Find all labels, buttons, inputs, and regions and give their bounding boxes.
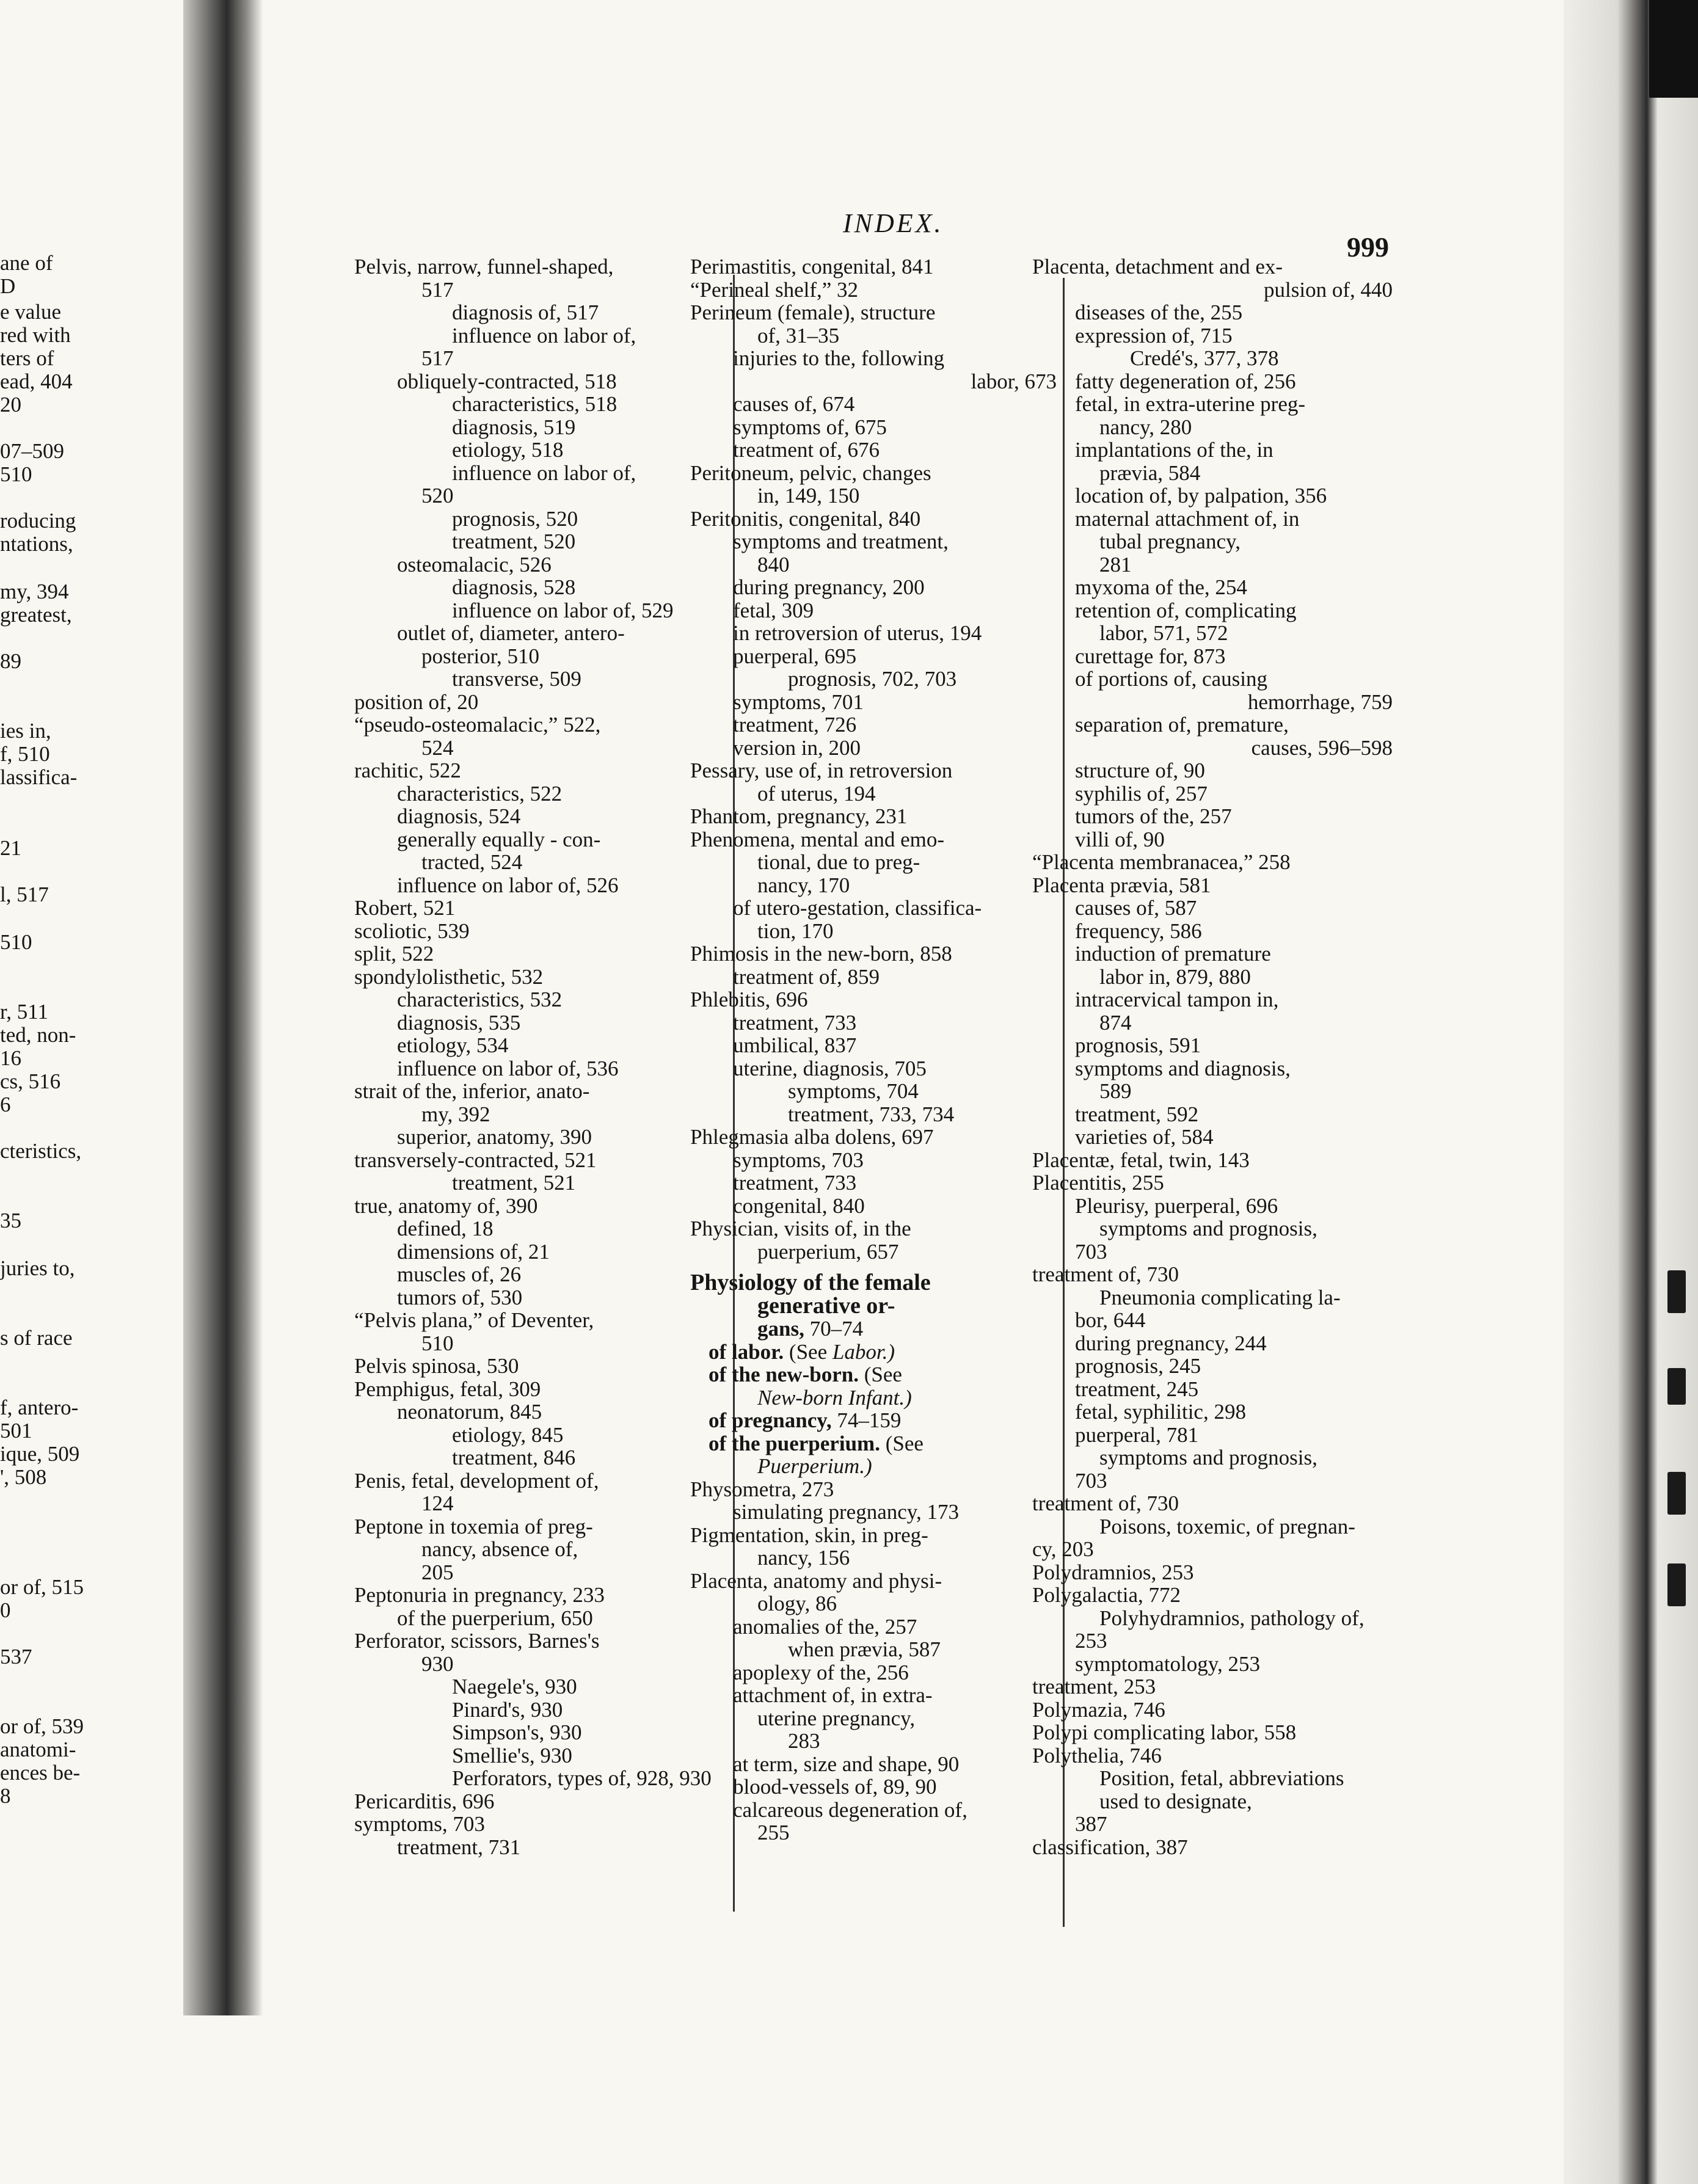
index-entry: Pleurisy, puerperal, 696	[1075, 1193, 1278, 1218]
index-entry-part: Puerperium.)	[757, 1454, 872, 1478]
index-entry: 255	[757, 1821, 790, 1844]
index-entry: my, 392	[421, 1102, 490, 1126]
index-entry: strait of the, inferior, anato-	[354, 1079, 590, 1103]
index-entry: Phlegmasia alba dolens, 697	[690, 1125, 934, 1149]
left-page-text: l, 517	[0, 883, 49, 906]
index-entry: nancy, absence of,	[421, 1537, 578, 1561]
index-entry: Peptonuria in pregnancy, 233	[354, 1583, 605, 1607]
edge-mark	[1667, 1368, 1686, 1405]
index-entry: induction of premature	[1075, 942, 1271, 966]
index-entry: Polyhydramnios, pathology of,	[1099, 1606, 1365, 1630]
index-entry-part: (See	[789, 1339, 828, 1364]
index-entry: dimensions of, 21	[397, 1239, 550, 1264]
left-page-text: 21	[0, 836, 21, 860]
index-entry: causes of, 674	[733, 392, 855, 416]
index-entry: rachitic, 522	[354, 759, 461, 782]
index-entry: 253	[1075, 1629, 1107, 1653]
index-entry: influence on labor of,	[452, 460, 636, 485]
left-page-text: 8	[0, 1784, 11, 1808]
index-entry: curettage for, 873	[1075, 644, 1226, 668]
index-entry: posterior, 510	[421, 644, 540, 668]
index-entry: prævia, 584	[1099, 460, 1201, 485]
index-entry: diagnosis, 524	[397, 804, 521, 828]
index-entry: Peritonitis, congenital, 840	[690, 506, 921, 531]
index-entry: villi of, 90	[1075, 827, 1165, 851]
left-page-text: 35	[0, 1209, 21, 1232]
left-page-text: ences be-	[0, 1761, 81, 1785]
index-entry: frequency, 586	[1075, 919, 1202, 943]
index-entry: 703	[1075, 1239, 1107, 1264]
index-entry	[690, 1341, 1063, 1364]
index-entry: hemorrhage, 759	[1247, 690, 1393, 714]
index-entry: prognosis, 520	[452, 506, 578, 531]
index-entry: influence on labor of, 529	[452, 598, 674, 622]
index-entry: during pregnancy, 200	[733, 575, 925, 599]
index-entry: characteristics, 522	[397, 781, 563, 806]
index-entry: fetal, 309	[733, 598, 814, 622]
left-page-fragment	[0, 0, 208, 2184]
left-page-text: f, antero-	[0, 1396, 79, 1419]
index-entry: classification, 387	[1032, 1835, 1188, 1859]
index-entry: Polygalactia, 772	[1032, 1583, 1181, 1607]
index-entry: etiology, 534	[397, 1033, 509, 1057]
index-entry: Physometra, 273	[690, 1477, 834, 1501]
index-entry: “Perineal shelf,” 32	[690, 277, 859, 302]
index-entry: Smellie's, 930	[452, 1743, 572, 1767]
index-entry: symptoms, 703	[354, 1812, 485, 1836]
index-entry: Placenta, anatomy and physi-	[690, 1568, 942, 1593]
index-entry: treatment, 733	[733, 1171, 857, 1195]
page-number: 999	[1347, 231, 1389, 263]
index-entry: treatment, 733	[733, 1010, 857, 1035]
index-entry: treatment of, 859	[733, 964, 880, 989]
left-page-text: 07–509	[0, 439, 64, 463]
index-entry: tracted, 524	[421, 850, 523, 874]
index-entry: tional, due to preg-	[757, 850, 920, 874]
page-edges	[1564, 0, 1698, 2184]
index-entry: influence on labor of, 536	[397, 1056, 619, 1080]
index-entry: symptoms of, 675	[733, 415, 887, 439]
index-column-2	[690, 255, 1063, 1844]
index-entry: Credé's, 377, 378	[1130, 346, 1279, 370]
index-entry: Position, fetal, abbreviations	[1099, 1766, 1344, 1790]
index-entry: bor, 644	[1075, 1308, 1146, 1332]
index-entry: tion, 170	[757, 919, 834, 943]
index-entry-part: New-born Infant.)	[757, 1385, 912, 1410]
left-page-text: 0	[0, 1598, 11, 1622]
index-entry: Polydramnios, 253	[1032, 1560, 1194, 1584]
index-entry: expression of, 715	[1075, 323, 1233, 348]
index-entry: at term, size and shape, 90	[733, 1752, 960, 1776]
index-entry: 517	[421, 346, 454, 370]
index-entry: treatment of, 676	[733, 438, 880, 462]
index-entry: diagnosis, 519	[452, 415, 576, 439]
index-entry: umbilical, 837	[733, 1033, 857, 1057]
index-entry: treatment of, 730	[1032, 1262, 1179, 1286]
index-entry: Pessary, use of, in retroversion	[690, 759, 953, 782]
index-entry: of utero-gestation, classifica-	[733, 896, 982, 920]
index-entry: structure of, 90	[1075, 759, 1205, 782]
index-entry: “pseudo-osteomalacic,” 522,	[354, 713, 601, 737]
left-page-text: ters of	[0, 346, 54, 370]
index-entry	[690, 1363, 1063, 1386]
left-page-text: greatest,	[0, 603, 72, 627]
index-column-3	[1032, 255, 1399, 1858]
index-entry: uterine pregnancy,	[757, 1706, 916, 1730]
running-head: INDEX.	[843, 208, 944, 238]
index-entry: Phenomena, mental and emo-	[690, 827, 944, 851]
index-entry: Penis, fetal, development of,	[354, 1468, 599, 1493]
index-entry: used to designate,	[1099, 1789, 1252, 1813]
index-entry: 517	[421, 277, 454, 302]
index-entry: Phlebitis, 696	[690, 988, 808, 1011]
index-entry: tumors of, 530	[397, 1285, 523, 1309]
index-entry: symptoms and diagnosis,	[1075, 1056, 1291, 1080]
left-page-text: anatomi-	[0, 1738, 76, 1761]
index-entry: during pregnancy, 244	[1075, 1331, 1267, 1355]
left-page-text: ies in,	[0, 719, 51, 743]
index-entry: outlet of, diameter, antero-	[397, 621, 625, 645]
left-page-text: 537	[0, 1645, 32, 1669]
left-page-text: ', 508	[0, 1465, 47, 1489]
index-entry: “Pelvis plana,” of Deventer,	[354, 1308, 594, 1332]
index-entry: treatment of, 730	[1032, 1491, 1179, 1515]
index-entry: Physician, visits of, in the	[690, 1217, 911, 1240]
index-entry: 124	[421, 1491, 454, 1515]
index-entry: nancy, 156	[757, 1546, 850, 1570]
edge-mark	[1667, 1563, 1686, 1606]
index-entry: scoliotic, 539	[354, 919, 470, 943]
dark-corner	[1649, 0, 1698, 98]
index-entry: Pneumonia complicating la-	[1099, 1285, 1341, 1309]
index-entry: in retroversion of uterus, 194	[733, 621, 982, 645]
index-entry: Polymazia, 746	[1032, 1697, 1165, 1722]
index-entry: position of, 20	[354, 690, 479, 714]
index-entry: 520	[421, 484, 454, 508]
index-entry: of uterus, 194	[757, 781, 876, 806]
index-entry: labor in, 879, 880	[1099, 964, 1251, 989]
index-entry: generally equally - con-	[397, 827, 601, 851]
index-entry: characteristics, 532	[397, 988, 563, 1011]
index-entry: simulating pregnancy, 173	[733, 1500, 960, 1524]
index-entry: treatment, 520	[452, 530, 576, 553]
index-entry: Pelvis, narrow, funnel-shaped,	[354, 255, 614, 278]
index-entry: of portions of, causing	[1075, 667, 1267, 691]
index-entry: influence on labor of,	[452, 323, 636, 348]
index-entry: treatment, 733, 734	[788, 1102, 955, 1126]
index-entry: fatty degeneration of, 256	[1075, 369, 1296, 393]
index-entry: Phimosis in the new-born, 858	[690, 942, 952, 966]
index-entry: transversely-contracted, 521	[354, 1148, 597, 1172]
index-entry: Placentæ, fetal, twin, 143	[1032, 1148, 1250, 1172]
index-entry: etiology, 845	[452, 1422, 564, 1447]
index-entry: Peritoneum, pelvic, changes	[690, 460, 931, 485]
left-page-text: 89	[0, 649, 21, 673]
index-entry: pulsion of, 440	[1264, 277, 1393, 302]
left-page-text: red with	[0, 323, 71, 347]
index-entry: Polypi complicating labor, 558	[1032, 1720, 1297, 1744]
index-entry: prognosis, 245	[1075, 1354, 1201, 1378]
index-entry: of, 31–35	[757, 323, 840, 348]
index-entry: symptoms and prognosis,	[1099, 1446, 1317, 1469]
left-page-text: 510	[0, 462, 32, 486]
index-entry-part: of labor.	[709, 1339, 784, 1364]
index-entry: 874	[1099, 1010, 1132, 1035]
index-entry: treatment, 846	[452, 1446, 576, 1469]
index-entry: muscles of, 26	[397, 1262, 522, 1286]
index-entry: 703	[1075, 1468, 1107, 1493]
index-entry: labor, 571, 572	[1099, 621, 1228, 645]
left-page-text: s of race	[0, 1326, 73, 1350]
index-entry: Perineum (female), structure	[690, 300, 936, 324]
index-entry	[690, 1455, 1063, 1478]
index-entry: Placentitis, 255	[1032, 1171, 1164, 1195]
index-entry-part: of pregnancy,	[709, 1408, 832, 1432]
index-entry: implantations of the, in	[1075, 438, 1274, 462]
index-entry-part: Labor.)	[832, 1339, 895, 1364]
index-entry: nancy, 170	[757, 873, 850, 897]
left-page-text: ane of	[0, 251, 53, 275]
index-entry: syphilis of, 257	[1075, 781, 1208, 806]
index-entry: when prævia, 587	[788, 1637, 941, 1661]
index-entry-part: (See	[885, 1431, 924, 1455]
index-entry: fetal, syphilitic, 298	[1075, 1400, 1246, 1424]
left-page-text: or of, 515	[0, 1575, 84, 1599]
index-entry: Placenta, detachment and ex-	[1032, 255, 1283, 278]
index-entry: 510	[421, 1331, 454, 1355]
index-entry: 387	[1075, 1812, 1107, 1836]
index-entry: “Placenta membranacea,” 258	[1032, 850, 1291, 874]
index-entry: causes, 596–598	[1251, 735, 1393, 760]
index-entry: puerperal, 695	[733, 644, 857, 668]
left-page-text: ead, 404	[0, 369, 73, 393]
index-entry: 840	[757, 552, 790, 577]
index-entry: symptoms, 704	[788, 1079, 919, 1103]
index-entry: Poisons, toxemic, of pregnan-	[1099, 1514, 1355, 1538]
index-entry: tubal pregnancy,	[1099, 530, 1241, 553]
index-entry: puerperium, 657	[757, 1239, 899, 1264]
index-entry: treatment, 592	[1075, 1102, 1199, 1126]
index-entry: uterine, diagnosis, 705	[733, 1056, 927, 1080]
index-entry	[690, 1432, 1063, 1455]
left-page-text: juries to,	[0, 1256, 75, 1280]
left-page-text: roducing	[0, 509, 76, 533]
left-page-text: 16	[0, 1046, 21, 1070]
left-page-text: 6	[0, 1093, 11, 1116]
index-entry: Physiology of the female	[690, 1270, 931, 1295]
index-column-1	[354, 255, 715, 1858]
index-entry: Perimastitis, congenital, 841	[690, 255, 934, 278]
index-entry: prognosis, 591	[1075, 1033, 1201, 1057]
index-entry-part: of the puerperium.	[709, 1431, 880, 1455]
index-entry: myxoma of the, 254	[1075, 575, 1247, 599]
index-entry: varieties of, 584	[1075, 1125, 1214, 1149]
left-page-text: ntations,	[0, 532, 73, 556]
index-entry: cy, 203	[1032, 1537, 1094, 1561]
index-entry: Polythelia, 746	[1032, 1743, 1162, 1767]
index-entry: Pelvis spinosa, 530	[354, 1354, 519, 1378]
edge-mark	[1667, 1270, 1686, 1313]
index-entry: Naegele's, 930	[452, 1675, 577, 1698]
index-entry: symptoms and treatment,	[733, 530, 949, 553]
index-entry: symptoms, 703	[733, 1148, 864, 1172]
index-entry: fetal, in extra-uterine preg-	[1075, 392, 1306, 416]
index-entry: treatment, 253	[1032, 1675, 1156, 1698]
index-entry: in, 149, 150	[757, 484, 860, 508]
index-entry: ology, 86	[757, 1592, 837, 1615]
left-page-text: cteristics,	[0, 1139, 82, 1163]
index-entry	[690, 1409, 1063, 1432]
index-entry: diseases of the, 255	[1075, 300, 1243, 324]
index-entry: diagnosis, 535	[397, 1010, 521, 1035]
left-page-text: r, 511	[0, 1000, 48, 1024]
left-page-text: ique, 509	[0, 1442, 80, 1466]
index-entry: of the puerperium, 650	[397, 1606, 593, 1630]
index-entry: Pigmentation, skin, in preg-	[690, 1523, 928, 1547]
index-entry: 930	[421, 1651, 454, 1676]
index-entry: puerperal, 781	[1075, 1422, 1199, 1447]
index-entry-part: (See	[864, 1363, 902, 1386]
index-entry: 524	[421, 735, 454, 760]
left-page-text: 20	[0, 393, 21, 417]
index-entry: symptoms, 701	[733, 690, 864, 714]
index-entry: 589	[1099, 1079, 1132, 1103]
index-entry-part: 70–74	[809, 1317, 864, 1341]
index-entry: treatment, 731	[397, 1835, 521, 1859]
index-entry-part: 74–159	[837, 1408, 902, 1432]
left-page-text: 510	[0, 930, 32, 954]
index-entry: injuries to the, following	[733, 346, 945, 370]
index-entry: split, 522	[354, 942, 434, 966]
left-page-text: ted, non-	[0, 1023, 76, 1047]
edge-mark	[1667, 1472, 1686, 1515]
index-entry: attachment of, in extra-	[733, 1683, 933, 1707]
index-entry: defined, 18	[397, 1217, 494, 1240]
index-entry: calcareous degeneration of,	[733, 1797, 967, 1822]
index-entry: Pinard's, 930	[452, 1697, 563, 1722]
index-entry: tumors of the, 257	[1075, 804, 1232, 828]
index-entry: Phantom, pregnancy, 231	[690, 804, 908, 828]
index-entry: treatment, 245	[1075, 1377, 1199, 1401]
index-entry: congenital, 840	[733, 1193, 865, 1218]
left-page-text: or of, 539	[0, 1714, 84, 1738]
index-entry: Placenta prævia, 581	[1032, 873, 1211, 897]
index-entry: Perforator, scissors, Barnes's	[354, 1629, 600, 1653]
index-entry: symptomatology, 253	[1075, 1651, 1261, 1676]
index-entry: spondylolisthetic, 532	[354, 964, 544, 989]
index-entry: transverse, 509	[452, 667, 581, 691]
index-entry-part: gans,	[757, 1317, 804, 1341]
index-entry: blood-vessels of, 89, 90	[733, 1775, 937, 1799]
index-entry: Robert, 521	[354, 896, 456, 920]
index-entry: diagnosis of, 517	[452, 300, 599, 324]
index-entry: maternal attachment of, in	[1075, 506, 1300, 531]
left-page-text: lassifica-	[0, 765, 78, 789]
index-entry: anomalies of the, 257	[733, 1614, 917, 1639]
index-entry: osteomalacic, 526	[397, 552, 552, 577]
index-entry: 281	[1099, 552, 1132, 577]
index-entry: nancy, 280	[1099, 415, 1192, 439]
index-entry: Peptone in toxemia of preg-	[354, 1514, 593, 1538]
index-entry	[690, 1317, 1063, 1341]
index-entry: etiology, 518	[452, 438, 564, 462]
index-entry: true, anatomy of, 390	[354, 1193, 538, 1218]
index-entry: generative or-	[757, 1292, 895, 1319]
index-entry: superior, anatomy, 390	[397, 1125, 592, 1149]
index-entry: characteristics, 518	[452, 392, 618, 416]
index-entry: labor, 673	[971, 369, 1057, 393]
index-entry: Pericarditis, 696	[354, 1789, 495, 1813]
book-gutter	[183, 0, 263, 2015]
left-page-text: f, 510	[0, 742, 50, 766]
index-entry: version in, 200	[733, 735, 861, 760]
index-entry	[690, 1386, 1063, 1410]
index-entry: location of, by palpation, 356	[1075, 484, 1327, 508]
left-page-text: D	[0, 274, 16, 298]
index-entry: treatment, 521	[452, 1171, 576, 1195]
index-entry: retention of, complicating	[1075, 598, 1297, 622]
index-entry: separation of, premature,	[1075, 713, 1289, 737]
index-entry: influence on labor of, 526	[397, 873, 619, 897]
index-entry: diagnosis, 528	[452, 575, 576, 599]
index-entry: 283	[788, 1729, 820, 1753]
index-entry: symptoms and prognosis,	[1099, 1217, 1317, 1240]
left-page-text: my, 394	[0, 580, 69, 603]
index-entry: intracervical tampon in,	[1075, 988, 1279, 1011]
left-page-text: 501	[0, 1419, 32, 1443]
left-page-text: e value	[0, 300, 62, 324]
index-entry: obliquely-contracted, 518	[397, 369, 617, 393]
left-page-text: cs, 516	[0, 1069, 61, 1093]
index-entry: prognosis, 702, 703	[788, 667, 957, 691]
index-entry: Pemphigus, fetal, 309	[354, 1377, 541, 1401]
index-entry: neonatorum, 845	[397, 1400, 542, 1424]
index-entry: Perforators, types of, 928, 930	[452, 1766, 712, 1790]
index-entry: 205	[421, 1560, 454, 1584]
index-entry: causes of, 587	[1075, 896, 1197, 920]
index-entry-part: of the new-born.	[709, 1363, 859, 1386]
index-entry: apoplexy of the, 256	[733, 1660, 909, 1684]
index-entry: Simpson's, 930	[452, 1720, 582, 1744]
index-entry: treatment, 726	[733, 713, 857, 737]
